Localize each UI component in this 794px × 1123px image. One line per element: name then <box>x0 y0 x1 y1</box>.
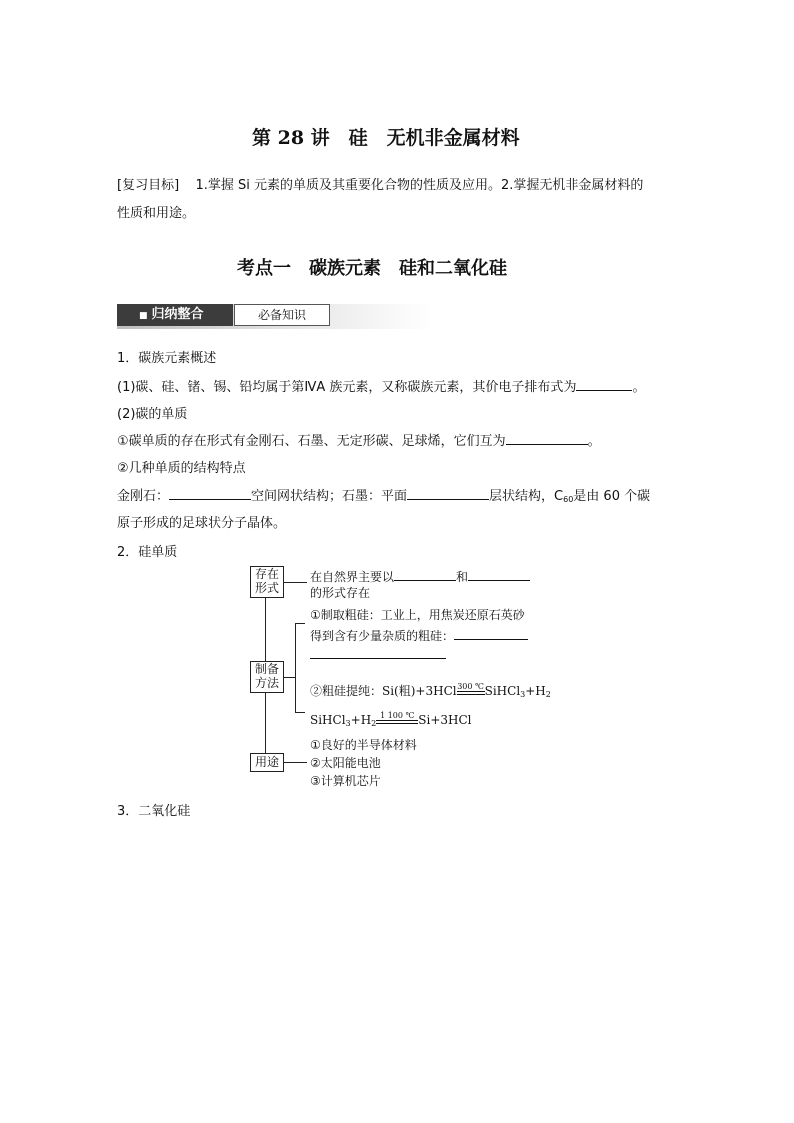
reaction-condition: 300 ℃ <box>457 682 484 691</box>
para-text: 空间网状结构；石墨：平面 <box>251 489 408 504</box>
reaction-condition: 1 100 ℃ <box>380 711 415 720</box>
heading-silica: 3．二氧化硅 <box>117 804 191 819</box>
review-objectives-line1 <box>117 174 643 193</box>
connector-exist <box>283 582 307 583</box>
section-title: 考点一 碳族元素 硅和二氧化硅 <box>237 258 507 279</box>
exist-and: 和 <box>456 570 469 584</box>
subscript: 3 <box>345 719 351 728</box>
step2-text-2: +H <box>350 713 372 727</box>
subscript: 2 <box>371 719 377 728</box>
answer-blank <box>454 627 528 640</box>
refine-line1 <box>310 682 551 701</box>
subscript: 2 <box>545 690 551 699</box>
exist-line1 <box>310 568 530 585</box>
prep-line1: ①制取粗硅：工业上，用焦炭还原石英砂 <box>310 608 525 622</box>
para-text: 是由 60 个碳 <box>573 489 651 504</box>
equals-sign-conditions <box>376 712 418 724</box>
para-structure <box>117 485 650 504</box>
prep-text: 得到含有少量杂质的粗硅： <box>310 629 455 643</box>
refine-line2 <box>310 713 472 730</box>
prep-line2 <box>310 627 528 644</box>
para-text: (1)碳、硅、锗、锡、铅均属于第ⅣA 族元素，又称碳族元素，其价电子排布式为 <box>117 380 577 395</box>
box-preparation-line1: 制备 <box>254 662 279 676</box>
para-structure-2: 原子形成的足球状分子晶体。 <box>117 516 287 531</box>
answer-blank <box>506 432 588 445</box>
para-allotropes <box>117 430 601 449</box>
heading-silicon: 2．硅单质 <box>117 545 178 560</box>
equals-sign-conditions <box>457 683 485 695</box>
heading-carbon-group: 1．碳族元素概述 <box>117 351 217 366</box>
answer-blank-line <box>310 658 446 659</box>
double-line-icon <box>457 691 485 695</box>
refine-product: SiHCl <box>484 684 521 698</box>
refine-product-2: +H <box>525 684 546 698</box>
refine-text: ②粗硅提纯：Si(粗)+3HCl <box>310 684 457 698</box>
subheading-structure: ②几种单质的结构特点 <box>117 461 246 476</box>
double-line-icon <box>376 720 418 724</box>
square-icon: ■ <box>139 311 148 321</box>
connector-prep <box>283 677 295 678</box>
subscript: 3 <box>520 690 526 699</box>
subheading-carbon-elements: (2)碳的单质 <box>117 407 188 422</box>
para-text: 金刚石： <box>117 489 170 504</box>
para-end: 。 <box>632 380 646 395</box>
prep-bracket-bottom <box>295 712 305 713</box>
review-text-2: 性质和用途。 <box>117 206 196 221</box>
exist-text: 在自然界主要以 <box>310 570 395 584</box>
step2-product: Si+3HCl <box>418 713 472 727</box>
step2-text: SiHCl <box>310 713 346 727</box>
answer-blank <box>169 487 251 500</box>
page-title: 第 28 讲 硅 无机非金属材料 <box>252 127 520 149</box>
box-uses: 用途 <box>250 753 284 772</box>
use-item-2: ②太阳能电池 <box>310 756 381 770</box>
box-preparation <box>250 661 284 693</box>
para-text: 层状结构，C <box>489 489 564 504</box>
box-existence-line1: 存在 <box>254 567 279 581</box>
answer-blank <box>576 378 632 391</box>
banner-knowledge: 必备知识 <box>234 304 330 326</box>
prep-bracket-top <box>295 623 305 624</box>
prep-bracket <box>295 623 296 713</box>
review-label: [复习目标] <box>117 178 180 193</box>
subscript: 60 <box>563 495 574 504</box>
para-carbon-group <box>117 376 645 395</box>
use-item-1: ①良好的半导体材料 <box>310 738 417 752</box>
answer-blank <box>468 568 530 581</box>
exist-line2: 的形式存在 <box>310 586 371 600</box>
para-text: ①碳单质的存在形式有金刚石、石墨、无定形碳、足球烯，它们互为 <box>117 434 506 449</box>
para-end: 。 <box>587 434 601 449</box>
use-item-3: ③计算机芯片 <box>310 774 381 788</box>
box-existence-line2: 形式 <box>254 581 279 595</box>
box-preparation-line2: 方法 <box>254 676 279 690</box>
review-text-1: 1.掌握 Si 元素的单质及其重要化合物的性质及应用。2.掌握无机非金属材料的 <box>195 178 644 193</box>
answer-blank <box>407 487 489 500</box>
banner-dark-label: 归纳整合 <box>151 307 204 322</box>
connector-use <box>283 762 307 763</box>
box-existence <box>250 566 284 598</box>
answer-blank <box>394 568 456 581</box>
banner-induction <box>117 304 233 326</box>
